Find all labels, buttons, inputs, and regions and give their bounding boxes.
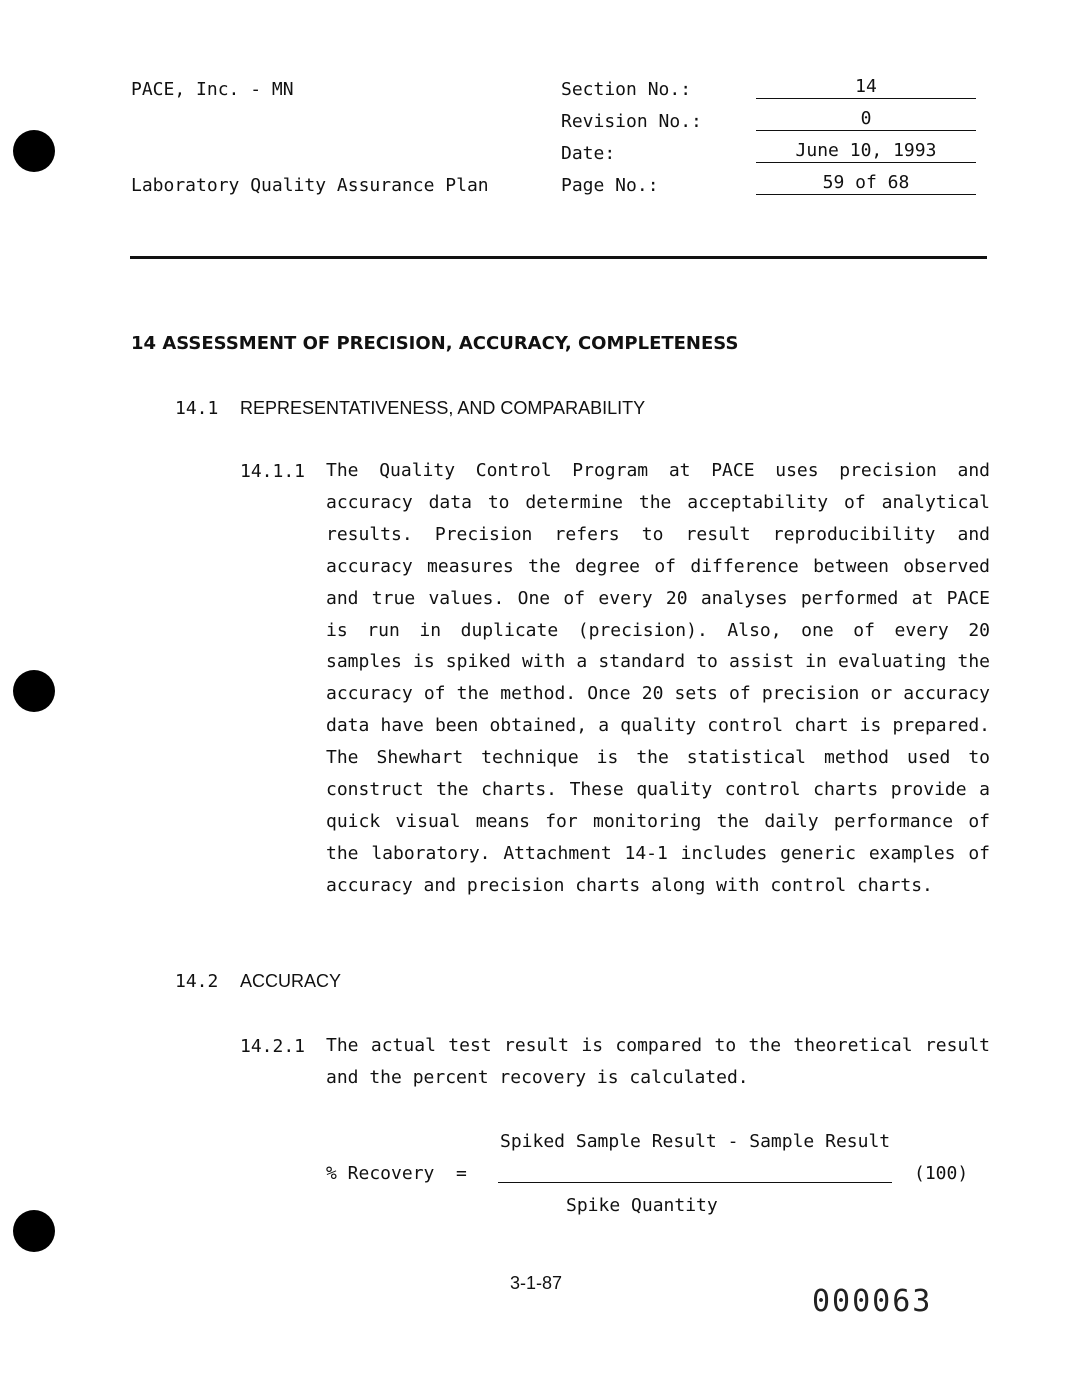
- section-heading: 14 ASSESSMENT OF PRECISION, ACCURACY, COMPLETENESS: [131, 333, 739, 354]
- paragraph-1-number: 14.1.1: [240, 461, 306, 482]
- subsection-1-title: REPRESENTATIVENESS, AND COMPARABILITY: [240, 398, 646, 418]
- paragraph-1-text: The Quality Control Program at PACE uses precision and accuracy data to determine the acceptability of analytical results. Precision refers to result reproducibility and accuracy measures the degree of difference between observed and true values. One of every 20 analyses performed at PACE is run in duplicate (precision). Also, one of every 20 samples is spiked with a standard to assist in evaluating the accuracy of the method. Once 20 sets of precision or accuracy data have been obtained, a quality control chart is prepared. The Shewhart technique is the statistical method used to construct the charts. These quality control charts provide a quick visual means for monitoring the daily performance of the laboratory. Attachment 14-1 includes generic examples of accuracy and precision charts along with control charts.: [326, 460, 990, 896]
- formula-denominator: Spike Quantity: [566, 1195, 718, 1216]
- revision-no-value: 0: [756, 108, 976, 131]
- paragraph-2-text: The actual test result is compared to the theoretical result and the percent recovery is calculated.: [326, 1035, 990, 1088]
- section-no-value: 14: [756, 76, 976, 99]
- date-label: Date:: [561, 143, 616, 164]
- punch-hole-top: [13, 130, 55, 172]
- punch-hole-middle: [13, 670, 55, 712]
- formula-numerator: Spiked Sample Result - Sample Result: [500, 1131, 891, 1152]
- formula-equals: =: [456, 1163, 467, 1184]
- punch-hole-bottom: [13, 1210, 55, 1252]
- header-divider: [130, 256, 987, 259]
- bates-number: 000063: [812, 1284, 933, 1319]
- subsection-2-number: 14.2: [175, 971, 219, 992]
- organization-name: PACE, Inc. - MN: [131, 79, 294, 100]
- fraction-bar: [498, 1182, 892, 1183]
- revision-no-label: Revision No.:: [561, 111, 702, 132]
- form-code: 3-1-87: [510, 1273, 563, 1293]
- subsection-1-number: 14.1: [175, 398, 219, 419]
- page-no-label: Page No.:: [561, 175, 659, 196]
- document-title: Laboratory Quality Assurance Plan: [131, 175, 489, 196]
- formula-lhs: % Recovery: [326, 1163, 435, 1184]
- subsection-2-title: ACCURACY: [240, 971, 342, 991]
- paragraph-2-number: 14.2.1: [240, 1036, 306, 1057]
- section-no-label: Section No.:: [561, 79, 692, 100]
- date-value: June 10, 1993: [756, 140, 976, 163]
- page-no-value: 59 of 68: [756, 172, 976, 195]
- formula-multiplier: (100): [914, 1163, 969, 1184]
